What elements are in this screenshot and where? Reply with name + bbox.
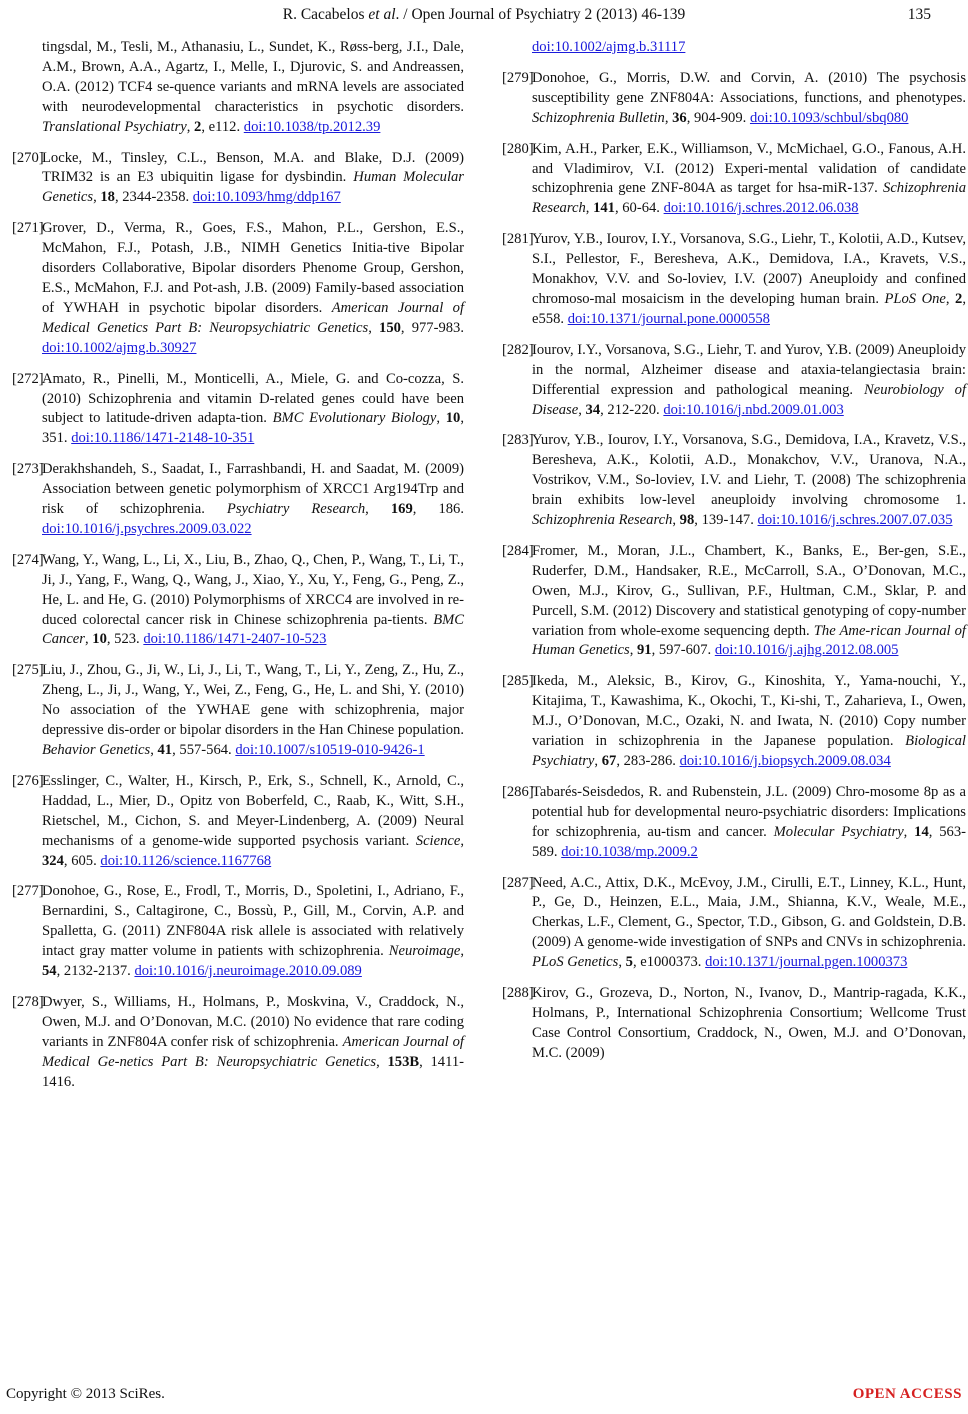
reference-journal: Neuroimage (388, 943, 461, 960)
reference-entry: [272] Amato, R., Pinelli, M., Monticelli, A., Miele, G. and Co-cozza, S. (2010) Schizophrenia and vitamin D-related genes could have been subject to latitude-driven adapta-tion. BMC Evolutionary Biology, 10, 351. doi:10.1186/1471-2148-10-351 (12, 370, 464, 447)
reference-text: Yurov, Y.B., Iourov, I.Y., Vorsanova, S.G., Demidova, I.A., Kravetz, V.S., Beresheva, A.K., Kolotii, A.D., Monakchov, V.V., Uranova, N.A., Vostrikov, V.M., So-loviev, I.V. and Liehr, T. (2008) The schizophrenia brain exhibits low-level aneuploidy involving chromosome 1. (532, 432, 966, 509)
reference-entry (508, 38, 966, 58)
reference-volume: 41 (157, 742, 173, 758)
reference-journal: Behavior Genetics (42, 742, 151, 758)
reference-entry: [274] Wang, Y., Wang, L., Li, X., Liu, B., Zhao, Q., Chen, P., Wang, T., Li, T., Ji, J., Yang, F., Wang, Q., Wang, J., Xiao, Y., Xu, Y., Feng, G., Peng, Z., He, L. and He, G. (2010) Polymorphisms of XRCC4 are involved in re-duced colorectal cancer risk in Chinese schizophrenia pa-tients. BMC Cancer, 10, 523. doi:10.1186/1471-2407-10-523 (12, 551, 464, 648)
reference-pages: , 2344-2358. (114, 189, 190, 206)
reference-entry: [282] Iourov, I.Y., Vorsanova, S.G., Liehr, T. and Yurov, Y.B. (2009) Aneuploidy in the normal, Alzheimer disease and ataxia-telangiectasia brain: Differential expression and pathological meaning. Neurobiology of Disease, 34, 212-220. doi:10.1016/j.nbd.2009.01.003 (502, 341, 967, 418)
reference-pages: , e1000373. (632, 954, 702, 971)
reference-entry: [273] Derakhshandeh, S., Saadat, I., Farrashbandi, H. and Saadat, M. (2009) Association between genetic polymorphism of XRCC1 Arg194Trp and risk of schizophrenia. Psychiatry Research, 169, 186. doi:10.1016/j.psychres.2009.03.022 (12, 461, 464, 537)
reference-pages: , 139-147. (694, 512, 754, 529)
reference-text: Locke, M., Tinsley, C.L., Benson, M.A. and Blake, D.J. (2009) TRIM32 is an E3 ubiquitin ligase for dysbindin. (42, 149, 464, 186)
reference-number: [275] (12, 662, 44, 679)
doi-link[interactable]: doi:10.1126/science.1167768 (100, 852, 272, 869)
doi-link[interactable]: doi:10.1016/j.neuroimage.2010.09.089 (134, 963, 362, 980)
reference-journal: Molecular Psychiatry (773, 823, 904, 840)
doi-link[interactable]: doi:10.1371/journal.pone.0000558 (567, 310, 770, 327)
running-header (0, 5, 968, 29)
reference-volume: 36 (672, 109, 687, 126)
reference-journal: Human Molecular Genetics (42, 169, 464, 206)
doi-link[interactable]: doi:10.1038/tp.2012.39 (243, 118, 381, 135)
doi-link[interactable]: doi:10.1016/j.biopsych.2009.08.034 (679, 753, 891, 769)
reference-number: [272] (12, 370, 44, 387)
reference-journal: Translational Psychiatry (42, 118, 187, 135)
header-journal: . / Open Journal of Psychiatry 2 (2013) 46-139 (395, 6, 686, 23)
header-authors: R. Cacabelos (282, 6, 365, 23)
doi-link[interactable]: doi:10.1371/journal.pgen.1000373 (705, 954, 908, 971)
reference-entry: [275] Liu, J., Zhou, G., Ji, W., Li, J., Li, T., Wang, T., Li, Y., Zeng, Z., Hu, Z., Zheng, L., Ji, J., Wang, Y., Wei, Z., Feng, G., He, L. and Shi, Y. (2010) No association of the YWHAE gene with schizophrenia, major depressive dis-order or bipolar disorders in the Han Chinese population. Behavior Genetics, 41, 557-564. doi:10.1007/s10519-010-9426-1 (12, 662, 464, 758)
reference-volume: 67 (601, 753, 617, 769)
reference-entry: [283] Yurov, Y.B., Iourov, I.Y., Vorsanova, S.G., Demidova, I.A., Kravetz, V.S., Beresheva, A.K., Kolotii, A.D., Monakchov, V.V., Uranova, N.A., Vostrikov, V.M., So-loviev, I.V. and Liehr, T. (2008) The schizophrenia brain exhibits low-level aneuploidy involving chromosome 1. Schizophrenia Research, 98, 139-147. doi:10.1016/j.schres.2007.07.035 (502, 432, 966, 529)
header-citation (0, 5, 968, 25)
reference-volume: 141 (593, 200, 615, 217)
reference-entry: [281] Yurov, Y.B., Iourov, I.Y., Vorsanova, S.G., Liehr, T., Kolotii, A.D., Kutsev, S.I., Pellestor, F., Beresheva, A.K., Demidova, I.A., Kravets, V.S., Monakhov, V.V. and So-loviev, I.V. (2007) Aneuploidy and confined chromoso-mal mosaicism in the developing human brain. PLoS One, 2, e558. doi:10.1371/journal.pone.0000558 (502, 231, 966, 327)
reference-journal: BMC Cancer (42, 611, 464, 648)
reference-text: Amato, R., Pinelli, M., Monticelli, A., Miele, G. and Co-cozza, S. (2010) Schizophrenia and vitamin D-related genes could have been subject to latitude-driven adapta-tion. (42, 370, 464, 427)
reference-volume: 91 (636, 642, 652, 659)
reference-journal: Neurobiology of Disease (532, 381, 967, 418)
page-number: 135 (907, 6, 931, 23)
doi-link[interactable]: doi:10.1093/hmg/ddp167 (192, 189, 341, 206)
reference-pages: , 597-607. (651, 642, 712, 659)
reference-entry: [280] Kim, A.H., Parker, E.K., Williamson, V., McMichael, G.O., Fanous, A.H. and Vladimirov, V.I. (2012) Experi-mental validation of candidate schizophrenia gene ZNF-804A as target for hsa-miR-137. Schizophrenia Research, 141, 60-64. doi:10.1016/j.schres.2012.06.038 (502, 140, 966, 217)
reference-text: Ikeda, M., Aleksic, B., Kirov, G., Kinoshita, Y., Yama-nouchi, Y., Kitajima, T., Kawashima, K., Okochi, T., Ki-shi, T., Zaharieva, I., Owen, M.J., O’Donovan, M.C., Ozaki, N. and Iwata, N. (2010) Copy number variation in schizophrenia in the Japanese population. (532, 673, 966, 750)
reference-text: Derakhshandeh, S., Saadat, I., Farrashbandi, H. and Saadat, M. (2009) Association between genetic polymorphism of XRCC1 Arg194Trp and risk of schizophrenia. (42, 461, 464, 518)
reference-volume: 5 (625, 954, 633, 971)
reference-text: Donohoe, G., Rose, E., Frodl, T., Morris, D., Spoletini, I., Adriano, F., Bernardini, S., Caltagirone, C., Bossù, P., Gill, M., Corvin, A.P. and Spalletta, G. (2011) ZNF804A risk allele is associated with relatively intact gray matter volume in patients with schizophrenia. (42, 883, 464, 960)
reference-number: [288] (502, 985, 534, 1002)
reference-volume: 153B (387, 1053, 420, 1070)
reference-text: Kim, A.H., Parker, E.K., Williamson, V., McMichael, G.O., Fanous, A.H. and Vladimirov, V.I. (2012) Experi-mental validation of candidate schizophrenia gene ZNF-804A as target for hsa-miR-137. (532, 140, 966, 197)
reference-entry: [284] Fromer, M., Moran, J.L., Chambert, K., Banks, E., Ber-gen, S.E., Ruderfer, D.M., Handsaker, R.E., McCarroll, S.A., O’Donovan, M.C., Owen, M.J., Kirov, G., Sullivan, P.F., Hultman, C.M., Sklar, P. and Purcell, S.M. (2012) Discovery and statistical genotyping of copy-number variation from whole-exome sequencing depth. The Ame-rican Journal of Human Genetics, 91, 597-607. doi:10.1016/j.ajhg.2012.08.005 (502, 542, 966, 659)
doi-link[interactable]: doi:10.1093/schbul/sbq080 (749, 109, 909, 126)
reference-text: Fromer, M., Moran, J.L., Chambert, K., Banks, E., Ber-gen, S.E., Ruderfer, D.M., Handsaker, R.E., McCarroll, S.A., O’Donovan, M.C., Owen, M.J., Kirov, G., Sullivan, P.F., Hultman, C.M., Sklar, P. and Purcell, S.M. (2012) Discovery and statistical genotyping of copy-number variation from whole-exome sequencing depth. (532, 542, 966, 639)
reference-pages: , 60-64. (614, 200, 660, 217)
reference-journal: BMC Evolutionary Biology (272, 410, 437, 427)
doi-link[interactable]: doi:10.1002/ajmg.b.30927 (42, 339, 197, 356)
reference-number: [280] (502, 140, 534, 157)
reference-pages: , 563-589. (532, 823, 966, 860)
header-etal: et al (368, 6, 396, 23)
doi-link[interactable]: doi:10.1016/j.schres.2007.07.035 (757, 512, 953, 529)
reference-text: Grover, D., Verma, R., Goes, F.S., Mahon, P.L., Gershon, E.S., McMahon, F.J., Potash, J.B., NIMH Genetics Initia-tive Bipolar disorders Collaborative, Bipolar disorders Phenome Group, Gershon, E.S., McMahon, F.J. and Pot-ash, J.B. (2009) Family-based association of YWHAH in psychotic bipolar disorders. (42, 220, 464, 316)
reference-number: [278] (12, 993, 44, 1010)
reference-number: [273] (12, 461, 44, 478)
open-access-label: OPEN ACCESS (852, 1386, 962, 1403)
reference-number: [282] (502, 341, 534, 358)
doi-link[interactable]: doi:10.1016/j.nbd.2009.01.003 (663, 401, 844, 418)
copyright-notice: Copyright © 2013 SciRes. (6, 1386, 165, 1403)
reference-number: [271] (12, 220, 44, 237)
reference-volume: 34 (585, 401, 601, 418)
reference-pages: , 1411-1416. (42, 1053, 464, 1090)
reference-entry: [287] Need, A.C., Attix, D.K., McEvoy, J.M., Cirulli, E.T., Linney, K.L., Hunt, P., Ge, D., Heinzen, E.L., Maia, J.M., Shianna, K.V., Weale, M.E., Cherkas, L.F., Clement, G., Spector, T.D., Gibson, G. and Goldstein, D.B. (2009) A genome-wide investigation of SNPs and CNVs in schizophrenia. PLoS Genetics, 5, e1000373. doi:10.1371/journal.pgen.1000373 (502, 874, 966, 971)
reference-pages: , 351. (42, 410, 464, 447)
reference-volume: 2 (955, 290, 963, 307)
reference-pages: , 977-983. (400, 319, 464, 336)
reference-journal: Biological Psychiatry (532, 733, 966, 769)
reference-entry: [271] Grover, D., Verma, R., Goes, F.S., Mahon, P.L., Gershon, E.S., McMahon, F.J., Potash, J.B., NIMH Genetics Initia-tive Bipolar disorders Collaborative, Bipolar disorders Phenome Group, Gershon, E.S., McMahon, F.J. and Pot-ash, J.B. (2009) Family-based association of YWHAH in psychotic bipolar disorders. American Journal of Medical Genetics Part B: Neuropsychiatric Genetics, 150, 977-983. doi:10.1002/ajmg.b.30927 (12, 220, 464, 356)
doi-link[interactable]: doi:10.1186/1471-2407-10-523 (143, 631, 327, 648)
reference-number: [274] (12, 551, 44, 568)
reference-journal: American Journal of Medical Genetics Part B: Neuropsychiatric Genetics (42, 299, 464, 336)
doi-link[interactable]: doi:10.1016/j.psychres.2009.03.022 (42, 520, 252, 537)
reference-text: Wang, Y., Wang, L., Li, X., Liu, B., Zhao, Q., Chen, P., Wang, T., Li, T., Ji, J., Yang, F., Wang, Q., Wang, J., Xiao, Y., Xu, Y., Feng, G., Peng, Z., He, L. and He, G. (2010) Polymorphisms of XRCC4 are involved in re-duced colorectal cancer risk in Chinese schizophrenia pa-tients. (42, 551, 464, 628)
reference-journal: Psychiatry Research (226, 501, 366, 518)
reference-pages: , 904-909. (686, 109, 747, 126)
reference-volume: 169 (390, 501, 413, 518)
doi-link[interactable]: doi:10.1002/ajmg.b.31117 (532, 39, 686, 55)
reference-number: [277] (12, 883, 44, 900)
reference-pages: , 186. (412, 501, 464, 518)
reference-journal: The Ame-rican Journal of Human Genetics (532, 622, 966, 659)
doi-link[interactable]: doi:10.1186/1471-2148-10-351 (71, 430, 255, 447)
reference-text: Iourov, I.Y., Vorsanova, S.G., Liehr, T. and Yurov, Y.B. (2009) Aneuploidy in the normal, Alzheimer disease and ataxia-telangiectasia brain: Differential expression and pathological meaning. (532, 341, 966, 398)
reference-entry: [278] Dwyer, S., Williams, H., Holmans, P., Moskvina, V., Craddock, N., Owen, M.J. and O’Donovan, M.C. (2010) No evidence that rare coding variants in ZNF804A confer risk of schizophrenia. American Journal of Medical Ge-netics Part B: Neuropsychiatric Genetics, 153B, 1411-1416. (12, 993, 464, 1090)
reference-text: Tabarés-Seisdedos, R. and Rubenstein, J.L. (2009) Chro-mosome 8p as a potential hub for developmental neuro-psychiatric disorders: Implications for schizophrenia, au-tism and cancer. (532, 783, 966, 840)
reference-volume: 18 (100, 189, 115, 206)
reference-pages: , e112. (201, 118, 241, 135)
reference-volume: 150 (379, 319, 401, 336)
reference-journal: Schizophrenia Research (532, 180, 966, 217)
reference-text: Dwyer, S., Williams, H., Holmans, P., Moskvina, V., Craddock, N., Owen, M.J. and O’Donovan, M.C. (2010) No evidence that rare coding variants in ZNF804A confer risk of schizophrenia. (42, 993, 464, 1050)
reference-journal: Schizophrenia Bulletin (532, 109, 665, 126)
doi-link[interactable]: doi:10.1007/s10519-010-9426-1 (235, 742, 425, 758)
reference-text: Kirov, G., Grozeva, D., Norton, N., Ivanov, D., Mantrip-ragada, K.K., Holmans, P., International Schizophrenia Consortium; Wellcome Trust Case Control Consortium, Craddock, N., Owen, M.J. and O’Donovan, M.C. (2009) (532, 985, 966, 1061)
reference-text: Liu, J., Zhou, G., Ji, W., Li, J., Li, T., Wang, T., Li, Y., Zeng, Z., Hu, Z., Zheng, L., Ji, J., Wang, Y., Wei, Z., Feng, G., He, L. and Shi, Y. (2010) No association of the YWHAE gene with schizophrenia, major depressive dis-order or bipolar disorders in the Han Chinese population. (42, 662, 464, 739)
reference-journal: PLoS Genetics (532, 954, 619, 971)
right-column (502, 38, 967, 1075)
reference-number: [276] (12, 772, 44, 789)
doi-link[interactable]: doi:10.1016/j.ajhg.2012.08.005 (714, 642, 899, 659)
reference-pages: , 283-286. (616, 753, 676, 769)
reference-number: [270] (12, 149, 44, 166)
doi-link[interactable]: doi:10.1038/mp.2009.2 (561, 843, 698, 860)
reference-entry: [270] Locke, M., Tinsley, C.L., Benson, M.A. and Blake, D.J. (2009) TRIM32 is an E3 ubiquitin ligase for dysbindin. Human Molecular Genetics, 18, 2344-2358. doi:10.1093/hmg/ddp167 (12, 149, 464, 206)
reference-text: Yurov, Y.B., Iourov, I.Y., Vorsanova, S.G., Liehr, T., Kolotii, A.D., Kutsev, S.I., Pellestor, F., Beresheva, A.K., Demidova, I.A., Kravets, V.S., Monakhov, V.V. and So-loviev, I.V. (2007) Aneuploidy and confined chromoso-mal mosaicism in the developing human brain. (532, 231, 966, 307)
reference-text: Esslinger, C., Walter, H., Kirsch, P., Erk, S., Schnell, K., Arnold, C., Haddad, L., Mier, D., Opitz von Boberfeld, C., Raab, K., Witt, S.H., Rietschel, M., Cichon, S. and Meyer-Lindenberg, A. (2009) Neural mechanisms of a genome-wide supported psychosis variant. (42, 772, 464, 849)
page-footer (0, 1383, 968, 1405)
doi-link[interactable]: doi:10.1016/j.schres.2012.06.038 (663, 200, 859, 217)
reference-entry: [277] Donohoe, G., Rose, E., Frodl, T., Morris, D., Spoletini, I., Adriano, F., Bernardini, S., Caltagirone, C., Bossù, P., Gill, M., Corvin, A.P. and Spalletta, G. (2011) ZNF804A risk allele is associated with relatively intact gray matter volume in patients with schizophrenia. Neuroimage, 54, 2132-2137. doi:10.1016/j.neuroimage.2010.09.089 (12, 883, 464, 980)
reference-pages: , 523. (106, 631, 140, 648)
reference-number: [287] (502, 874, 534, 891)
left-column (12, 38, 464, 1104)
reference-number: [281] (502, 231, 534, 248)
reference-journal: Schizophrenia Research (532, 512, 673, 529)
reference-pages: , 2132-2137. (56, 963, 131, 980)
reference-entry: [279] Donohoe, G., Morris, D.W. and Corvin, A. (2010) The psychosis susceptibility gene ZNF804A: Associations, functions, and phenotypes. Schizophrenia Bulletin, 36, 904-909. doi:10.1093/schbul/sbq080 (502, 69, 966, 126)
reference-entry: [285] Ikeda, M., Aleksic, B., Kirov, G., Kinoshita, Y., Yama-nouchi, Y., Kitajima, T., Kawashima, K., Okochi, T., Ki-shi, T., Zaharieva, I., Owen, M.J., O’Donovan, M.C., Ozaki, N. and Iwata, N. (2010) Copy number variation in schizophrenia in the Japanese population. Biological Psychiatry, 67, 283-286. doi:10.1016/j.biopsych.2009.08.034 (502, 673, 966, 769)
reference-text: Need, A.C., Attix, D.K., McEvoy, J.M., Cirulli, E.T., Linney, K.L., Hunt, P., Ge, D., Heinzen, E.L., Maia, J.M., Shianna, K.V., Weale, M.E., Cherkas, L.F., Clement, G., Spector, T.D., Gibson, G. and Goldstein, D.B. (2009) A genome-wide investigation of SNPs and CNVs in schizophrenia. (532, 874, 966, 951)
reference-journal: Science (415, 832, 461, 849)
reference-volume: 98 (679, 512, 695, 529)
reference-pages: , 557-564. (172, 742, 232, 758)
reference-journal: PLoS One (884, 290, 946, 307)
reference-text: tingsdal, M., Tesli, M., Athanasiu, L., Sundet, K., Røss-berg, J.I., Dale, A.M., Brown, A.A., Agartz, I., Melle, I., Djurovic, S. and Andreassen, O.A. (2012) TCF4 se-quence variants and mRNA levels are associated with neurodevelopmental characteristics in psychotic disorders. (42, 39, 464, 115)
reference-volume: 10 (92, 631, 107, 648)
reference-pages: , 212-220. (600, 401, 660, 418)
reference-journal: American Journal of Medical Ge-netics Part B: Neuropsychiatric Genetics (42, 1033, 464, 1070)
reference-number: [286] (502, 783, 534, 800)
reference-pages: , 605. (63, 852, 97, 869)
reference-entry: [276] Esslinger, C., Walter, H., Kirsch, P., Erk, S., Schnell, K., Arnold, C., Haddad, L., Mier, D., Opitz von Boberfeld, C., Raab, K., Witt, S.H., Rietschel, M., Cichon, S. and Meyer-Lindenberg, A. (2009) Neural mechanisms of a genome-wide supported psychosis variant. Science, 324, 605. doi:10.1126/science.1167768 (12, 772, 464, 869)
reference-entry: [286] Tabarés-Seisdedos, R. and Rubenstein, J.L. (2009) Chro-mosome 8p as a potential hub for developmental neuro-psychiatric disorders: Implications for schizophrenia, au-tism and cancer. Molecular Psychiatry, 14, 563-589. doi:10.1038/mp.2009.2 (502, 783, 966, 860)
reference-number: [285] (502, 673, 534, 690)
reference-text: Donohoe, G., Morris, D.W. and Corvin, A. (2010) The psychosis susceptibility gene ZNF804A: Associations, functions, and phenotypes. (532, 69, 966, 106)
reference-entry (502, 984, 966, 1064)
reference-volume: 10 (445, 410, 461, 427)
reference-number: [283] (502, 432, 534, 449)
reference-volume: 14 (914, 823, 929, 840)
reference-volume: 54 (42, 963, 57, 980)
reference-pages: , e558. (532, 290, 966, 327)
reference-volume: 2 (194, 118, 202, 135)
reference-volume: 324 (42, 852, 64, 869)
reference-number: [284] (502, 542, 534, 559)
reference-entry: tingsdal, M., Tesli, M., Athanasiu, L., Sundet, K., Røss-berg, J.I., Dale, A.M., Brown, A.A., Agartz, I., Melle, I., Djurovic, S. and Andreassen, O.A. (2012) TCF4 se-quence variants and mRNA levels are associated with neurodevelopmental characteristics in psychotic disorders. Translational Psychiatry, 2, e112. doi:10.1038/tp.2012.39 (42, 39, 464, 135)
reference-number: [279] (502, 69, 534, 86)
